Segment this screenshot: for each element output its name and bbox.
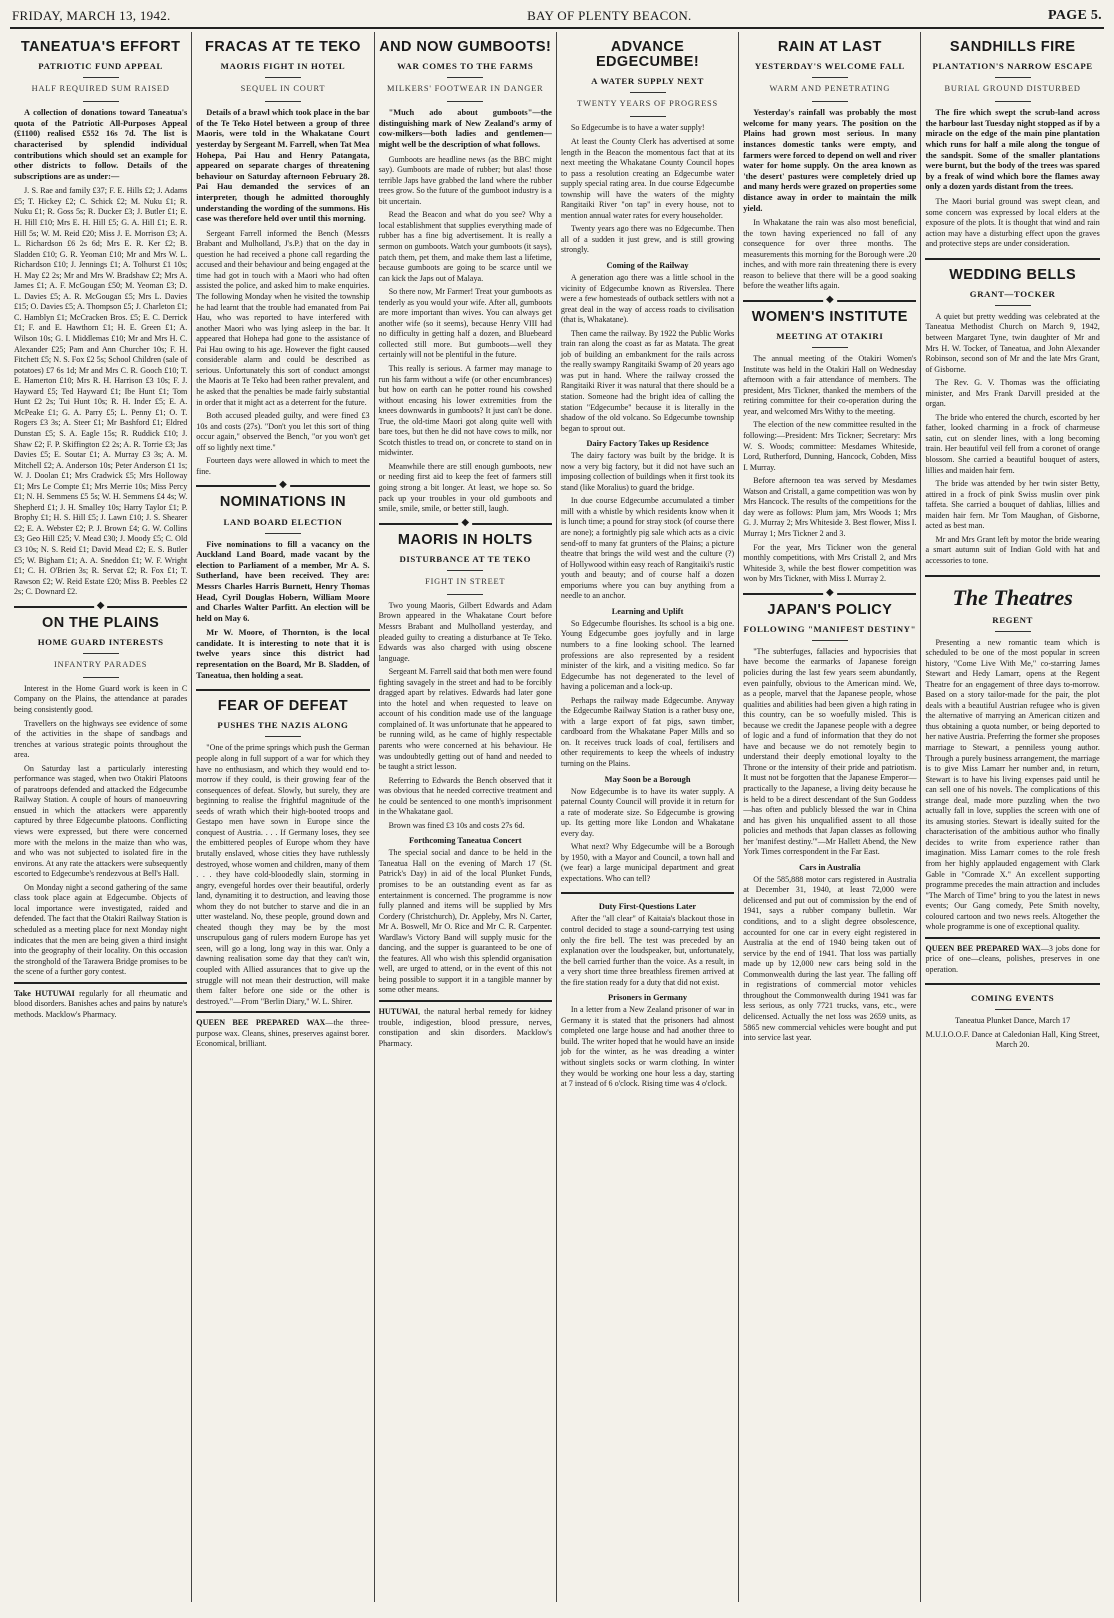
paragraph: The annual meeting of the Otakiri Women's Institute was held in the Otakiri Hall on Wednesday afternoon with a fair attendance of members. The president, Mrs Tickner, thanked the members of the retiring committee for their co-operation during the year, and welcomed Mrs Withy to the meeting. (743, 354, 917, 416)
section-divider (925, 983, 1099, 985)
event-item: Taneatua Plunket Dance, March 17 (955, 1016, 1071, 1026)
article-sandhills-fire (925, 40, 1099, 250)
paragraph: Then came the railway. By 1922 the Public Works train ran along the coast as far as Matata. The great job of building an embankment for the rails across the really swampy Rangitaiki Swamp of 20 years ago was put in hand. Where the railway crossed the Rangitaiki River it was natural that there should be a station. Someone had the bright idea of calling the station "Edgecumbe" because it is literally in the shadow of the old volcano. So Edgecumbe township began to sprout out. (560, 328, 735, 433)
divider (265, 101, 301, 102)
subheadline: HOME GUARD INTERESTS (37, 636, 164, 647)
subheadline: REGENT (992, 614, 1034, 625)
paragraph: So there now, Mr Farmer! Treat your gumboots as tenderly as you would your wife. After all, gumboots are more important than wives. You can always get another wife (so it seems), because Henry VIII had no difficulty in getting half a dozen, and Bluebeard collected still more. But gumboots—well they certainly will not be plentiful in the future. (378, 287, 552, 360)
subheadline: DISTURBANCE AT TE TEKO (399, 553, 532, 564)
section-divider (743, 300, 916, 302)
subheadline: PATRIOTIC FUND APPEAL (38, 61, 163, 72)
section-divider (379, 523, 552, 525)
subheadline: YESTERDAY'S WELCOME FALL (754, 61, 905, 72)
section-divider (743, 593, 916, 595)
crosshead: Duty First-Questions Later (598, 902, 697, 912)
divider (83, 101, 119, 102)
headline: WOMEN'S INSTITUTE (751, 308, 908, 325)
paragraph: In a letter from a New Zealand prisoner of war in Germany it is stated that the prisoners had almost completed one large house and had another three to build. The writer hoped that he would have an inside job for the winter, as he was dreading a winter without singlets socks or warm clothing. In winter they would be working one hour less a day, starting at 7 instead of 6 o'clock. Rising time was 4 o'clock. (560, 1005, 735, 1089)
paragraph: The Rev. G. V. Thomas was the officiating minister, and Mrs Frank Darvill presided at the organ. (925, 378, 1100, 409)
article-fear-of-defeat (196, 699, 369, 1007)
crosshead: Coming of the Railway (606, 261, 689, 270)
divider (812, 347, 848, 348)
headline: WEDDING BELLS (949, 266, 1077, 283)
subheadline-secondary: HALF REQUIRED SUM RAISED (31, 84, 170, 94)
paragraph: The special social and dance to be held in the Taneatua Hall on the evening of March 17 (St. Patrick's Day) in aid of the local Plunket Funds, promises to be an outstanding event as far as entertainment is concerned. The programme is now fully planned and items will be supplied by Mrs Cordery (Christchurch), Dr. Appleby, Mrs N. Carter, Mr A. Boswell, Mr O. Rice and Mr C. R. Carpenter. Wardlaw's Victory Band will supply music for the dancing, and the supper is guaranteed to be one of the features. All who wish this splendid organisation well, are urged to attend, or in the event of this not being possible to support it in a tangible manner by some other means. (378, 848, 552, 995)
subheadline-secondary: FIGHT IN STREET (425, 576, 506, 586)
paragraph: The bride was attended by her twin sister Betty, attired in a frock of pink Swiss muslin over pink taffeta. She carried a bouquet of dahlias, lillies and maiden hair fern. Mr Tom Maughan, of Gisborne, acted as best man. (925, 479, 1100, 531)
paragraph: Both accused pleaded guilty, and were fined £3 10s and costs (27s). "Don't you let this sort of thing occur again," observed the Bench, "or you won't get off so lightly next time." (196, 411, 370, 452)
article-advance-edgecumbe (561, 40, 734, 884)
paragraph: J. S. Rae and family £37; F. E. Hills £2; J. Adams £5; T. Hickey £2; C. Schick £2; M. Nuku £1; R. Nuku £1; R. Goss 5s; R. Ducker £3; J. Butler £1; E. H. Hill £10; Mrs E. H. Hill £5; G. A. Hill £1; E. R. Hill 5s; W. M. Reid £20; Miss J. E. Morrison £3; A. L. Richardson £6 2s 6d; Mrs E. R. Ker £2; B. Sladden £10; G. R. Yeoman £10; Mr and Mrs W. L. Richardson £10; J. Jennings £1; A. Tolhurst £1 10s; H. May £2 2s; Mr and Mrs W. Bradshaw £2; Mrs A. James £1; A. F. McGougan £50; M. Yeoman £3; D. L. Davies £5; A. R. McGougan £5; Mrs L. Davies £15; O. Davies £5; A. Thompson £5; J. Charleton £1; C. Hamblyn £1; McCracken Bros. £5; E. C. Derrick £1; F. and E. Hawthorn £1; H. E. Green £1; A. Wilson 10s; G. I. Middlemas £10; Mr and Mrs H. C. Alexander £25; Pam and Ann Churcher 10s; F. H. Fitchett £5; N. S. Fox £2 5s; School Children (sale of potatoes) £7 6s 1d; Mr and Mrs C. R. Gooch £10; T. E. Hamerton £10; Mrs R. H. Harrison £3 10s; F. J. Hayward £5; Ted Hayward £1; Ibe Hunt £1; Tom Hunt £2 2s; Tui Hunt 10s; R. H. Inder £5; E. A. McPeake £1; G. A. Parry £5; L. Penny £1; O. T. Rogers £3 3s; A. Steer £1; Mr Bashford £1; Eldred Dunstan £5; S. A. Eagle 15s; R. Ruddick £10; J. Shaw £2; F. P. Skiffington £2 2s; A. R. Torrie £3; Jas Davies £5; E. Soutar £1; A. Murray £3 3s; A. M. Mitchell £2; A. Anderson 10s; Peter Anderson £1 1s; W. J. Doolan £1; Mrs Cradwick £5; Mrs Holloway £1; Mrs Le Compte £1; Mrs Merrie 10s; Miss Percy £1; N. H. Semmens £5 5s; W. H. Semmens £4 4s; W. Shepherd £1; J. H. Smalley 10s; Harry Taylor £1; P. Brophy £1; H. S. Hill £5; J. Lawn £10; J. S. Shearer £2; E. A. Webster £2; P. J. Brown £4; G. W. Collins £3; Geo Hill £25; V. Mead £30; J. Moody £5; C. Old £3 10s; N. S. Reid £1; David Mead £2; E. S. Butler £5; W. Bigham £1; A. A. Sneddon £1; W. F. Wright £1; C. H. O'Brien 3s; R. Servat £2; R. Fox £1; T. Rawson £2; W. Reid Estate £20; Miss B. Peebles £2 2s; C. Downard £2. (14, 186, 188, 597)
paper-name: BAY OF PLENTY BEACON. (527, 8, 692, 23)
section-divider (14, 606, 187, 608)
coming-events-title: COMING EVENTS (970, 993, 1055, 1004)
paragraph: Meanwhile there are still enough gumboots, new or needing first aid to keep the feet of farmers still going strong a bit longer. At least, we hope so. So pack up your troubles in your old gumboots and smile, smile, smile, or better still, laugh. (378, 461, 552, 514)
subheadline: FOLLOWING "MANIFEST DESTINY" (743, 623, 917, 634)
paragraph: So Edgecumbe flourishes. Its school is a big one. Young Edgecumbe goes joyfully and in large numbers to a fine looking school. The learned professions are also represented by a resident minister of the kirk, and a visiting medico. So far Edgecumbe has not degenerated to the level of having a policeman and a lock-up. (560, 618, 735, 692)
ad-brand: HUTUWAI (378, 1007, 419, 1016)
subheadline: PLANTATION'S NARROW ESCAPE (932, 61, 1093, 72)
paragraph: At least the County Clerk has advertised at some length in the Beacon the momentous fact that at its next meeting the Whakatane County Council hopes to pass a resolution creating an Edgecumbe water supply special rating area. In due course Edgecumbe township will have the waters of the mighty Rangitaiki River "on tap" in every house, not to mention annual water rates for every householder. (560, 136, 735, 220)
column-6 (921, 32, 1103, 1602)
lead-paragraph: Yesterday's rainfall was probably the most welcome for many years. The position on the Plains had grown most serious. In many instances domestic tanks were empty, and farmers were forced to depend on well and river water for home supply. On the area known as 'the desert' pastures were completely dried up and many herds were grazed on properties some distance away in order to maintain the milk yield. (743, 108, 917, 213)
crosshead: Prisoners in Germany (607, 993, 688, 1003)
subheadline-secondary: MILKERS' FOOTWEAR IN DANGER (387, 84, 544, 94)
headline: ON THE PLAINS (42, 614, 160, 631)
ad-brand: QUEEN BEE PREPARED WAX (925, 943, 1041, 953)
divider (995, 77, 1031, 78)
paragraph: This really is serious. A farmer may manage to run his farm without a wife (or other encumbrances) but how on earth can he potter round his cowshed without encasing his lower extremities from the knees downwards in gumboots? It just can't be done. True, the old-time Maori got along quite well with bare toes, but then he did not have cows to milk, nor Scotch thistles to tread on, or concrete to stand on in midwinter. (378, 363, 552, 458)
lead-paragraph-2: Mr W. Moore, of Thornton, is the local candidate. It is interesting to note that it is twelve years since this district had representation on the Board, Mr B. Sladden, of Taneatua, then holding a seat. (196, 628, 370, 680)
lead-paragraph: The fire which swept the scrub-land across the harbour last Tuesday night stopped as if by a miracle on the edge of the main pine plantation which runs for half a mile along the tongue of the sandspit. Some of the smaller plantations were burnt, but the body of the trees was spared by a freak of wind which bore the flames away only a dozen yards distant from the trees. (925, 108, 1100, 192)
subheadline-secondary: WARM AND PENETRATING (769, 84, 891, 94)
divider (995, 101, 1031, 102)
subheadline: WAR COMES TO THE FARMS (397, 61, 534, 72)
event-item: M.U.I.O.O.F. Dance at Caledonian Hall, King Street, March 20. (925, 1029, 1100, 1050)
ad-brand: QUEEN BEE PREPARED WAX (196, 1018, 326, 1028)
lead-paragraph: Details of a brawl which took place in the bar of the Te Teko Hotel between a group of three Maoris, were told in the Whakatane Court yesterday by Sergeant M. Farrell, when Tat Mea Hohepa, Pai Hau and Henry Patangata, appeared on separate charges of threatening behaviour on Saturday afternoon February 28. Pai Hau demanded the services of an interpreter, though he admitted thoroughly understanding the wording of the summons. His case was therefore held over until this morning. (196, 108, 370, 224)
advertisement-queen-bee (196, 1011, 369, 1050)
article-taneatua-effort (14, 40, 187, 598)
article-the-theatres (925, 585, 1099, 933)
paragraph: In due course Edgecumbe accumulated a timber mill with a whistle by which residents know when it is lunch time; a pound for stray stock (of course there are none); a fortnightly pig sale which acts as a civic send-off to many fat grunters of the Plains; a picture theatre that brings the wild west and the culture (?) of Hollywood within easy reach of Rangitaiki's rustic youth and beauty; and of course half a dozen emporiums where you can buy anything from a needle to an anchor. (560, 496, 735, 601)
divider (447, 594, 483, 595)
crosshead: Learning and Uplift (611, 606, 684, 616)
divider (447, 570, 483, 571)
paragraph: In Whakatane the rain was also most beneficial, the town having experienced no fall of any consequence for over three months. The measurements this morning for the Borough were .20 inches, and with more rain threatening there is every reason to believe that there will be a good soaking before the weather lifts again. (743, 218, 917, 291)
column-4 (557, 32, 739, 1602)
divider (265, 533, 301, 534)
crosshead: May Soon be a Borough (604, 774, 691, 784)
ad-text: —3 jobs done for price of one—cleans, polishes, preserves in one operation. (925, 943, 1100, 974)
paragraph: The Maori burial ground was swept clean, and some concern was expressed by local elders at the exposure of the plots. It is thought that wind and rain action may have a disturbing effect upon the graves and protective steps are under consideration. (925, 196, 1100, 249)
column-2 (192, 32, 374, 1602)
headline: The Theatres (952, 584, 1073, 610)
headline: NOMINATIONS IN (219, 494, 347, 511)
article-fracas-te-teko (196, 40, 369, 477)
paragraph: Perhaps the railway made Edgecumbe. Anyway the Edgecumbe Railway Station is a rather busy one, with a large export of fat pigs, sawn timber, cardboard from the Whakatane Paper Mills and so on. It receives truck loads of coal, fertilisers and other requirements to keep the wheels of industry turning on the Plains. (560, 695, 735, 768)
section-divider (925, 575, 1099, 577)
paragraph: On Saturday last a particularly interesting performance was staged, when two Otakiri Platoons of paratroops defended and attacked the Edgecumbe Railway Station. A couple of hours of manoeuvring ensued in which the attackers were apparently captured by three Edgecumbe platoons. Conflicting views were expressed, but there were concerned more with the melons in the maize than who was, and who was not subjected to isolated fire in the environs. At any rate the attackers were subsequently escorted to Edgecumbe's rendezvous at Bell's Hall. (14, 763, 188, 879)
paragraph: A generation ago there was a little school in the vicinity of Edgecumbe known as Riverslea. There were a few homesteads of outback settlers with not a great deal in the way of access roads to civilisation (that is, Whakatane). (560, 273, 735, 325)
advertisement-hutuwai (379, 1000, 552, 1049)
headline: AND NOW GUMBOOTS! (379, 39, 552, 55)
article-short-items (561, 902, 734, 1089)
subheadline: LAND BOARD ELECTION (223, 516, 343, 527)
divider (812, 101, 848, 102)
crosshead: Dairy Factory Takes up Residence (586, 439, 709, 449)
divider (630, 116, 666, 117)
newspaper-page (10, 6, 1104, 1602)
subheadline: PUSHES THE NAZIS ALONG (217, 720, 349, 731)
advertisement-hutuwai (14, 982, 187, 1021)
subheadline-secondary: BURIAL GROUND DISTURBED (944, 84, 1081, 94)
section-divider (196, 485, 369, 487)
divider (265, 736, 301, 737)
paragraph: Sergeant M. Farrell said that both men were found fighting savagely in the street and had to be forcibly dragged apart by relatives. Edwards had later gone into the hotel and when requested to leave on account of his condition made use of the language complained of. It was unfortunate that he appeared to be running wild, as he came of highly respectable parents who were concerned at his behaviour. He was undoubtedly getting out of hand and needed to be taught a strict lesson. (378, 667, 552, 772)
paragraph: The bride who entered the church, escorted by her father, looked charming in a frock of charmeuse satin, cut on slender lines, with a long becoming train. Her beautiful veil fell from a coronet of orange blossom. She carried a beautiful bouquet of asters, lillies and maiden hair fern. (925, 412, 1100, 475)
headline: ADVANCE EDGECUMBE! (595, 39, 700, 71)
issue-date: FRIDAY, MARCH 13, 1942. (12, 8, 171, 23)
paragraph: Brown was fined £3 10s and costs 27s 6d. (388, 820, 525, 830)
subheadline: MAORIS FIGHT IN HOTEL (220, 61, 346, 72)
paragraph: Travellers on the highways see evidence of some of the activities in the shape of sandbags and trenches at various strategic points throughout the area. (14, 718, 188, 760)
paragraph: Gumboots are headline news (as the BBC might say). Gumboots are made of rubber; but alas! those terrible Japs have grabbed the land where the rubber trees grow. So the future of the gumboot industry is a bit uncertain. (378, 154, 552, 206)
headline: FRACAS AT TE TEKO (205, 39, 361, 55)
divider (83, 77, 119, 78)
column-5 (739, 32, 921, 1602)
paragraph: A quiet but pretty wedding was celebrated at the Taneatua Methodist Church on March 9, 1942, between Margaret Tyne, twin daughter of Mr and Mrs H. W. Tocker, of Taneatua, and John Alexander Robinson, second son of Mr and the late Mrs Grant, of Gisborne. (925, 311, 1100, 374)
divider (812, 640, 848, 641)
divider (83, 653, 119, 654)
ad-text: regularly for all rheumatic and blood disorders. Banishes aches and pains by nature's methods. Macklow's Pharmacy. (14, 988, 188, 1019)
page-number: PAGE 5. (1048, 8, 1102, 23)
paragraph: Two young Maoris, Gilbert Edwards and Adam Brown appeared in the Whakatane Court before Messrs Brabant and Mulholland yesterday, and pleaded guilty to creating a disturbance at Te Teko. Edwards was also charged with using obscene language. (378, 600, 552, 663)
divider (83, 677, 119, 678)
ad-text: —the three-purpose wax. Cleans, shines, preserves against borer. Economical, brilliant. (196, 1018, 370, 1049)
paragraph: Before afternoon tea was served by Mesdames Watson and Cristall, a game competition was won by Mrs Hancock. The results of the competitions for the day were as follows: Plum jam, Mrs Woods 1; Mrs G. J. Murray 2; Mrs Whiteside 3. Best flower, Miss I. Murray 1; Mrs Tickner 2 and 3. (743, 476, 917, 538)
paragraph: Of the 585,888 motor cars registered in Australia at December 31, 1940, at least 72,000 were delicensed and put out of commission by the end of 1941, says a rubber company bulletin. War conditions, and to a slight degree obsolescence, accounted for one car in every eight registered in Australia at the end of 1940 being taken out of service by the end of 1941. That loss was partially made up by 12,000 new cars being sold in the Commonwealth during the last year. The falling off in registrations of commercial motor vehicles throughout the Commonwealth during 1941 was far less serious, as only 7721 trucks, vans, etc., were delicensed. Actually the net loss was 2659 units, as 5865 new commercial vehicles were bought and put into service last year. (743, 874, 917, 1043)
paragraph: For the year, Mrs Tickner won the general monthly competitions, with Mrs Cristall 2, and Mrs Whiteside 3, while the best flower competition was won by Mrs Tickner, with Miss I. Murray 2. (743, 542, 917, 584)
paragraph: Referring to Edwards the Bench observed that it was obvious that he needed corrective treatment and he could be sentenced to one month's imprisonment in the Whakatane gaol. (378, 775, 552, 817)
section-divider (925, 258, 1099, 260)
subheadline: A WATER SUPPLY NEXT (591, 76, 704, 87)
paragraph: Twenty years ago there was no Edgecumbe. Then all of a sudden it just grew, and is still growing strongly. (560, 224, 735, 255)
lead-paragraph: A collection of donations toward Taneatua's quota of the Patriotic All-Purposes Appeal (£1100) realised £552 16s 7d. The list is characterised by splendid individual contributions which should set an example for other districts to follow. Details of the subscriptions are as under:— (14, 108, 188, 181)
masthead (10, 6, 1104, 29)
paragraph: So Edgecumbe is to have a water supply! (570, 123, 705, 133)
crosshead: Forthcoming Taneatua Concert (408, 836, 522, 846)
paragraph: On Monday night a second gathering of the same class took place again at Edgecumbe. Objects of local importance were investigated, raided and defended. The fact that the Otakiri Railway Station is scheduled as a meeting place for next Monday night indicates that the men are being given a third insight into the geography of their locality. On this occasion the stronghold of the Tarawera Bridge promises to be the scene of a further gory contest. (14, 882, 188, 977)
paragraph: Presenting a new romantic team which is scheduled to be one of the most popular in screen history, "Come Live With Me," co-starring James Stewart and Hedy Lamarr, opens at the Regent Theatre for an engagement of three days to-morrow. Based on a story tailor-made for the pair, the plot deals with a beautiful Austrian refugee who is given the alternative of marrying an American citizen and thus obtaining a quota number, or being deported to her native Austria. Preferring the former she proposes marriage to Stewart, a penniless young author. Through a purely business arrangement, the marriage is to give Miss Lamarr her number and, in return, Stewart is to have his living expenses paid until he can sell one of his novels. The complications of this strange deal, made more puzzling when the two actually fall in love, supplies the screen with one of its amusing stories. Stewart is ideally suited for the characterisation of the ambitious author who finally decides to write from experience rather than imagination. Miss Lamarr comes to the role fresh from her highly applauded engagement with Clark Gable in "Comrade X." An excellent supporting programme precedes the main attraction and includes "The March of Time" bring to you the latest in news events; Our Gang comedy, Pete Smith novelty, coloured cartoon and two news reels. Altogether the whole programme is one of exceptional quality. (925, 637, 1100, 932)
advertisement-queen-bee (925, 937, 1099, 976)
ad-brand: Take HUTUWAI (14, 988, 75, 998)
column-3 (375, 32, 557, 1602)
divider (995, 631, 1031, 632)
divider (995, 1009, 1031, 1010)
paragraph: What next? Why Edgecumbe will be a Borough by 1950, with a Mayor and Council, a town hall and (we fear) a large municipal department and great expectations. Who can tell? (560, 842, 735, 883)
subheadline: GRANT—TOCKER (969, 288, 1056, 299)
columns (10, 32, 1104, 1602)
paragraph: "The subterfuges, fallacies and hypocrisies that have become the earmarks of Japanese foreign policies during the last few years seem abundantly, even painfully, obvious to the American mind. We, as a people, marvel that the Japanese people, whose qualities and abilities had been given a high rating in this country, can be so woefully misled. This is because we credit the Japanese people with a degree of logic and a fund of information that they do not have and because we do not remotely begin to understand their deeply emotional loyalty to the Throne or the intensity of their pride and patriotism. It must not be forgotten that the Japanese Emperor—practically to the Japanese, a living deity because he is held to be a direct descendant of the Sun Goddess—has often and publicly blessed the war in China and has given his unqualified assent to all those policies and methods that Japan classes as following her 'manifest destiny.'"—Mr Hallett Abend, the New York Times correspondent in the Far East. (743, 646, 917, 857)
lead-paragraph: Five nominations to fill a vacancy on the Auckland Land Board, made vacant by the election to Parliament of a member, Mr A. S. Sutherland, have been received. They are: Messrs Charles Harris Burnett, Henry Thomas Head, Cyril Douglas Hobern, William Moore and Charles Walter Parfitt. An election will be held on May 6. (196, 539, 370, 623)
paragraph: Mr and Mrs Grant left by motor the bride wearing a smart autumn suit of Indian Gold with hat and accessories to tone. (925, 534, 1100, 565)
divider (812, 77, 848, 78)
paragraph: The election of the new committee resulted in the following:—President: Mrs Tickner; Secretary: Mrs W. S. Woods; committee: Mesdames Whiteside, Lord, Rutherford, Dunning, Hancock, Cobden, Miss I. Murray. (743, 420, 917, 472)
article-wedding-bells (925, 268, 1099, 567)
section-divider (561, 892, 734, 894)
article-on-the-plains (14, 616, 187, 978)
article-nominations-in (196, 495, 369, 681)
headline: SANDHILLS FIRE (949, 39, 1076, 55)
paragraph: Interest in the Home Guard work is keen in C Company on the Plains, the attendance at parades being consistently good. (14, 683, 188, 715)
paragraph: "One of the prime springs which push the German people along in full support of a war for which they have no enthusiasm, and which they would end to-morrow if they could, is their growing fear of the consequences of defeat. Slowly, but surely, they are beginning to realise the frightful magnitude of the seeds of wrath which their high-booted troops and Gestapo men have sown in Europe since the conquest of Austria. . . . If Germany loses, they see the embittered peoples of Europe whom they have brutally enslaved, whose cities they have ruthlessly destroyed, whose women and children, many of them . . . they have cold-bloodedly slain, storming in angry, evengeful hordes over their beautiful, orderly land, dynamiting it to destruction, and leaving those whom they do not butcher to starve and die in an utter wasteland. No, these people, ground down and cheated though they may be by the most unscrupulous gang of rulers modern Europe has yet seen, will go a long, long way in this war. Only a dawning realisation some day that they can't win, coupled with Allied assurances that to give up the struggle will not mean their destruction, will make them falter before one side or the other is destroyed."—From "Berlin Diary," W. L. Shirer. (196, 743, 370, 1006)
headline: FEAR OF DEFEAT (217, 698, 349, 715)
article-japans-policy (743, 603, 916, 1044)
article-maoris-in-holts (379, 533, 552, 996)
paragraph: The dairy factory was built by the bridge. It is now a very big factory, but it did not have such an imposing collection of buildings when it first took its stand (like Moralius) to guard the bridge. (560, 451, 735, 492)
section-divider (196, 689, 369, 691)
article-womens-institute (743, 310, 916, 585)
crosshead: Cars in Australia (799, 862, 861, 872)
headline: TANEATUA'S EFFORT (20, 39, 181, 55)
divider (630, 92, 666, 93)
headline: RAIN AT LAST (777, 39, 882, 55)
subheadline-secondary: SEQUEL IN COURT (240, 84, 326, 94)
divider (447, 101, 483, 102)
paragraph: Fourteen days were allowed in which to meet the fine. (196, 456, 370, 476)
subheadline-secondary: TWENTY YEARS OF PROGRESS (577, 99, 718, 109)
paragraph: After the "all clear" of Kaitaia's blackout those in control decided to stage a sound-carrying test using only the fire bell. The test was preceded by an explanation over the loudspeaker, but, unfortunately, the bell carried further than the voice. As a result, in a very short time three breathless firemen arrived at the fire station ready for a duty that did not exist. (560, 914, 735, 987)
divider (995, 305, 1031, 306)
paragraph: Read the Beacon and what do you see? Why a local establishment that supplies everything made of rubber has a fine big advertisement. It is really a sermon on gumboots. Watch your gumboots (it says), patch them, pet them, and make them last a lifetime, because gumboots are going to be scarce until we can kick the Japs out of Malaya. (378, 210, 552, 283)
article-gumboots (379, 40, 552, 515)
article-rain-at-last (743, 40, 916, 292)
divider (447, 77, 483, 78)
headline: JAPAN'S POLICY (767, 601, 893, 618)
paragraph: Now Edgecumbe is to have its water supply. A paternal County Council will provide it in return for a rate of moderate size. So Edgecumbe is growing up. Its getting more like London and Whakatane every day. (560, 786, 735, 838)
paragraph: Sergeant Farrell informed the Bench (Messrs Brabant and Mulholland, J's.P.) that on the day in question he had received a phone call regarding the accused and their behaviour and being engaged at the time had got in touch with a Maori who had often assisted the police, and asked him to make enquiries. The following Monday when he visited the township he had learnt that the trouble had emanated from Pai Hau, who was reported to have interfered with another Maori who was lying asleep in the bar. It appeared that Hohepa had gone to the assistance of Pai Hau owing to his age. However the fight caused considerable alarm and could be described as serious. Unfortunately this sort of conduct amongst the Maoris at Te Teko had been rather prevalent, and he asked that the penalties be made fairly substantial in order that it might act as a deterrent for the future. (196, 228, 370, 407)
subheadline: MEETING AT OTAKIRI (776, 331, 884, 342)
headline: MAORIS IN HOLTS (397, 531, 533, 548)
column-1 (10, 32, 192, 1602)
subheadline-secondary: INFANTRY PARADES (54, 659, 148, 669)
divider (265, 77, 301, 78)
lead-paragraph: "Much ado about gumboots"—the distinguishing mark of New Zealand's army of cow-milkers—both ladies and gentlemen—might well be the description of what follows. (378, 108, 552, 149)
ad-text: , the natural herbal remedy for kidney trouble, indigestion, blood pressure, nerves, constipation and skin disorders. Macklow's Pharmacy. (378, 1007, 552, 1048)
